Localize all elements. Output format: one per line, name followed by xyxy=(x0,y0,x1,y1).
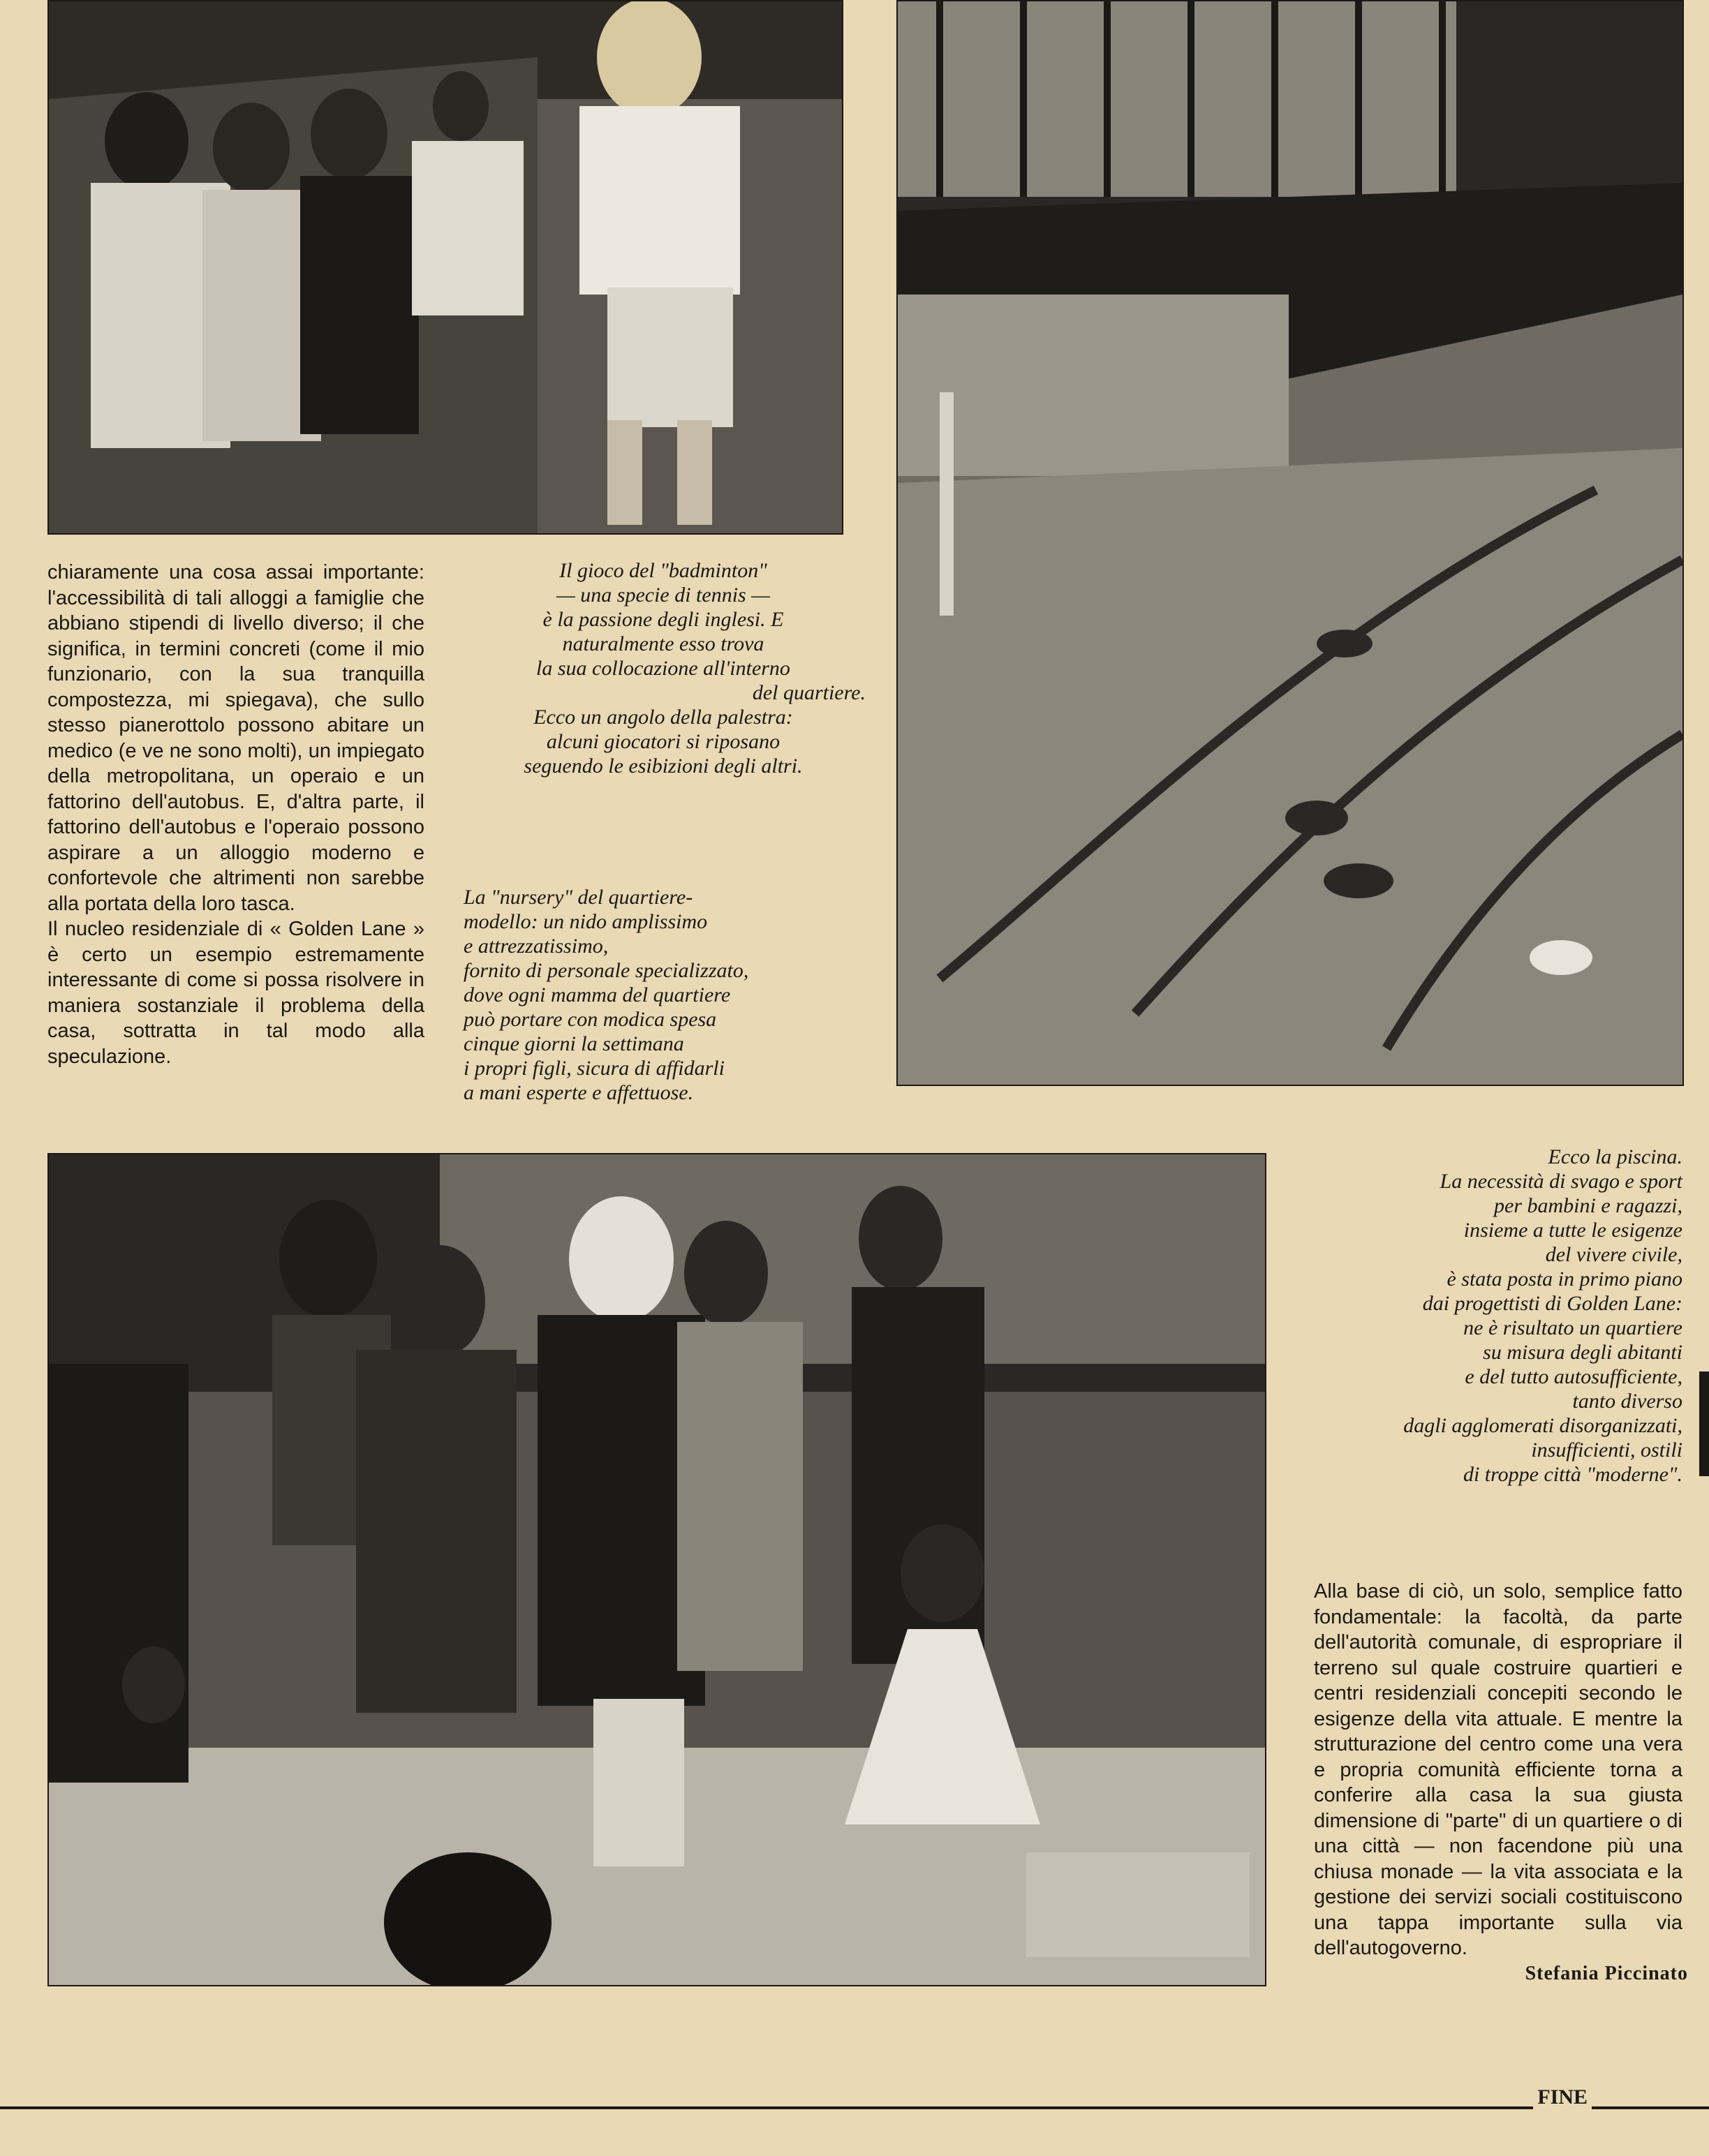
author-signature: Stefania Piccinato xyxy=(1525,1963,1688,1984)
caption-line: dai progettisti di Golden Lane: xyxy=(1422,1292,1682,1315)
article-paragraph: Il nucleo residenziale di « Golden Lane » è certo un esempio estremamente interessante di come si possa risolvere in maniera sostanziale il problema della casa, sottratta in tal modo alla speculazione. xyxy=(47,918,424,1068)
caption-line: fornito di personale specializzato, xyxy=(464,959,749,982)
caption-line: Il gioco del "badminton" xyxy=(559,559,767,582)
page-edge-tab xyxy=(1699,1371,1709,1476)
nursery-caption xyxy=(464,885,868,1105)
caption-line: può portare con modica spesa xyxy=(464,1008,717,1031)
indoor-swimming-pool-photo xyxy=(896,0,1684,1086)
badminton-caption xyxy=(461,558,866,778)
caption-line: su misura degli abitanti xyxy=(1483,1341,1682,1364)
end-mark: FINE xyxy=(1533,2086,1592,2109)
caption-line: seguendo le esibizioni degli altri. xyxy=(524,754,803,778)
caption-line: del vivere civile, xyxy=(1545,1243,1682,1266)
caption-line: del quartiere. xyxy=(752,681,866,704)
caption-line: i propri figli, sicura di affidarli xyxy=(464,1057,725,1080)
caption-line: naturalmente esso trova xyxy=(562,632,764,655)
article-paragraph: chiaramente una cosa assai importante: l'accessibilità di tali alloggi a famiglie che abbiano stipendi di livello diverso; il che significa, in termini concreti (come il mio funzionario, con la sua tranquilla compostezza, mi spiegava), che sullo stesso pianerottolo possono abitare un medico (e ve ne sono molti), un impiegato della metropolitana, un operaio e un fattorino dell'autobus. E, d'altra parte, il fattorino dell'autobus e l'operaio possono aspirare a un alloggio moderno e confortevole che altrimenti non sarebbe alla portata della loro tasca. xyxy=(47,561,424,915)
caption-line: dove ogni mamma del quartiere xyxy=(464,983,731,1006)
article-left-column xyxy=(47,560,424,1069)
nursery-room-photo xyxy=(47,1153,1266,1986)
caption-line: modello: un nido amplissimo xyxy=(464,910,708,933)
caption-line: Ecco la piscina. xyxy=(1548,1145,1682,1168)
caption-line: di troppe città "moderne". xyxy=(1463,1463,1682,1486)
caption-line: insieme a tutte le esigenze xyxy=(1463,1219,1682,1242)
article-paragraph: Alla base di ciò, un solo, semplice fatto fondamentale: la facoltà, da parte dell'autorità comunale, di espropriare il terreno sul quale costruire quartieri e centri residenziali concepiti secondo le esigenze della vita attuale. E mentre la strutturazione del centro come una vera e propria comunità efficiente torna a conferire alla casa la sua giusta dimensione di "parte" di un quartiere o di una città — non facendone più una chiusa monade — la vita associata e la gestione dei servizi sociali costituiscono una tappa importante sulla via dell'autogoverno. xyxy=(1314,1580,1682,1959)
caption-line: è stata posta in primo piano xyxy=(1447,1267,1682,1291)
caption-line: cinque giorni la settimana xyxy=(464,1032,684,1055)
caption-line: alcuni giocatori si riposano xyxy=(546,730,780,753)
caption-line: La "nursery" del quartiere- xyxy=(464,886,693,909)
caption-line: La necessità di svago e sport xyxy=(1440,1170,1682,1193)
caption-line: e attrezzatissimo, xyxy=(464,935,609,958)
caption-line: e del tutto autosufficiente, xyxy=(1465,1365,1682,1388)
caption-line: dagli agglomerati disorganizzati, xyxy=(1403,1414,1682,1437)
caption-line: ne è risultato un quartiere xyxy=(1463,1316,1682,1339)
caption-line: è la passione degli inglesi. E xyxy=(542,608,784,631)
caption-line: a mani esperte e affettuose. xyxy=(464,1081,694,1104)
pool-caption xyxy=(1278,1145,1682,1487)
caption-line: tanto diverso xyxy=(1572,1390,1682,1413)
caption-line: insufficienti, ostili xyxy=(1531,1438,1682,1462)
caption-line: — una specie di tennis — xyxy=(556,583,770,607)
article-right-column xyxy=(1314,1579,1682,1961)
caption-line: per bambini e ragazzi, xyxy=(1494,1194,1682,1217)
badminton-gym-photo xyxy=(47,0,843,535)
bottom-divider xyxy=(0,2106,1709,2109)
caption-line: Ecco un angolo della palestra: xyxy=(533,706,793,729)
caption-line: la sua collocazione all'interno xyxy=(536,657,790,680)
